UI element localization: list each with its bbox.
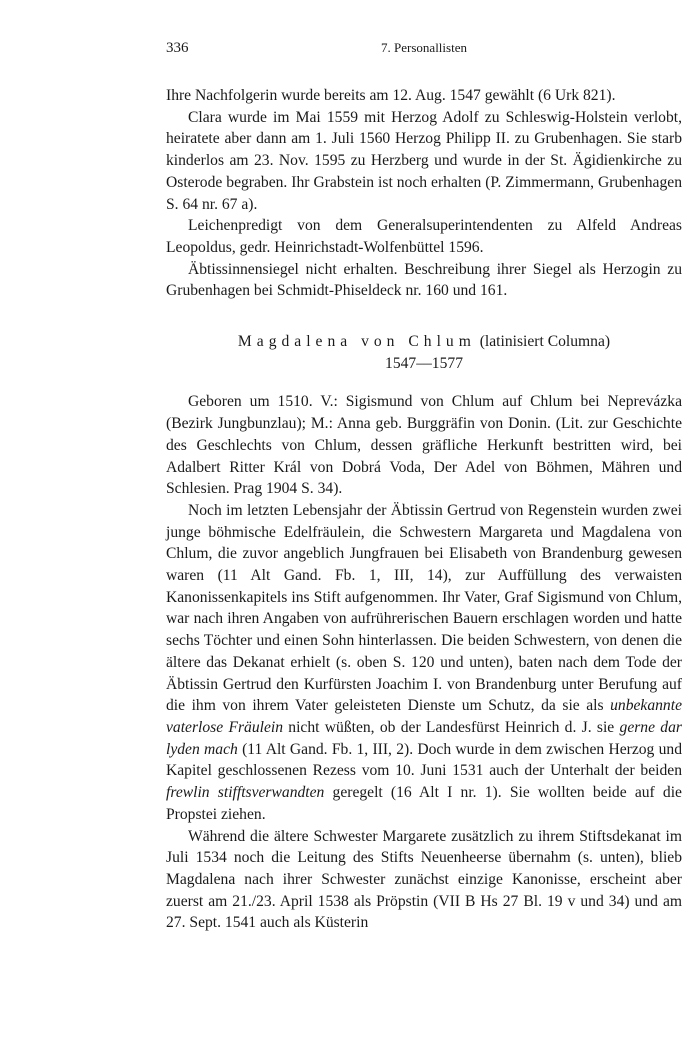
text-segment: (11 Alt Gand. Fb. 1, III, 2). Doch wurde in dem zwischen Herzog und Kapitel geschlossenen Rezess vom 10. Juni 1531 auch der Unterhalt der beiden	[166, 740, 682, 780]
entry-name-note: (latinisiert Columna)	[479, 333, 611, 351]
quoted-phrase: gerne dar lyden mach	[166, 718, 682, 758]
text-segment: nicht wüßten, ob der Landesfürst Heinrich d. J. sie	[283, 718, 620, 736]
paragraph-offices: Während die ältere Schwester Margarete zusätzlich zu ihrem Stiftsdekanat im Juli 1534 noch die Leitung des Stifts Neuenheerse übernahm (s. unten), blieb Magdalena nach ihrer Schwester zunächst einzige Kanonisse, erscheint aber zuerst am 21./23. April 1538 als Pröpstin (VII B Hs 27 Bl. 19 v und 34) und am 27. Sept. 1541 auch als Küsterin	[166, 827, 682, 932]
entry-heading	[166, 331, 682, 374]
quoted-phrase: unbekannte vaterlose Fräulein	[166, 697, 682, 736]
paragraph-successor: Ihre Nachfolgerin wurde bereits am 12. Aug. 1547 gewählt (6 Urk 821).	[166, 87, 616, 104]
page-number: 336	[166, 40, 189, 56]
entry-name: Magdalena von Chlum	[237, 333, 476, 351]
document-page	[166, 36, 682, 934]
section-title: 7. Personallisten	[381, 40, 467, 55]
entry-years: 1547—1577	[385, 354, 463, 372]
paragraph-birth: Geboren um 1510. V.: Sigismund von Chlum auf Chlum bei Neprevázka (Bezirk Jungbunzlau); M.: Anna geb. Burggräfin von Donin. (Lit. zur Geschichte des Geschlechts von Chlum, dessen gräfliche Herkunft bestritten wird, bei Adalbert Ritter Král von Dobrá Voda, Der Adel von Böhmen, Mähren und Schlesien. Prag 1904 S. 34).	[166, 393, 682, 498]
body-text	[166, 85, 682, 934]
text-segment: Noch im letzten Lebensjahr der Äbtissin Gertrud von Regenstein wurden zwei junge böhmische Edelfräulein, die Schwestern Margareta und Magdalena von Chlum, die zuvor angeblich Jungfrauen bei Elisabeth von Brandenburg gewesen waren (11 Alt Gand. Fb. 1, III, 14), zur Auffüllung des verwaisten Kanonissenkapitels ins Stift aufgenommen. Ihr Vater, Graf Sigismund von Chlum, war nach ihren Angaben von aufrührerischen Bauern erschlagen worden und hatte sechs Töchter und einen Sohn hinterlassen. Die beiden Schwestern, von denen die ältere das Dekanat erhielt (s. oben S. 120 und unten), baten nach dem Tode der Äbtissin Gertrud den Kurfürsten Joachim I. von Brandenburg unter Berufung auf die ihm von ihrem Vater geleisteten Dienste um Schutz, da sie als	[166, 501, 682, 715]
paragraph-funeral-sermon: Leichenpredigt von dem Generalsuperintendenten zu Alfeld Andreas Leopoldus, gedr. Heinrichstadt-Wolfenbüttel 1596.	[166, 217, 682, 256]
paragraph-clara-biography: Clara wurde im Mai 1559 mit Herzog Adolf zu Schleswig-Holstein verlobt, heiratete aber dann am 1. Juli 1560 Herzog Philipp II. zu Grubenhagen. Sie starb kinderlos am 23. Nov. 1595 zu Herzberg und wurde in der St. Ägidienkirche zu Osterode begraben. Ihr Grabstein ist noch erhalten (P. Zimmermann, Grubenhagen S. 64 nr. 67 a).	[166, 108, 682, 213]
text-segment: geregelt (16 Alt I nr. 1). Sie wollten beide auf die Propstei ziehen.	[166, 784, 682, 823]
paragraph-admission	[166, 500, 682, 826]
quoted-phrase: frewlin stifftsverwandten	[166, 784, 325, 802]
paragraph-seal: Äbtissinnensiegel nicht erhalten. Beschreibung ihrer Siegel als Herzogin zu Grubenhagen bei Schmidt-Phiseldeck nr. 160 und 161.	[166, 260, 682, 300]
running-head	[166, 36, 682, 60]
